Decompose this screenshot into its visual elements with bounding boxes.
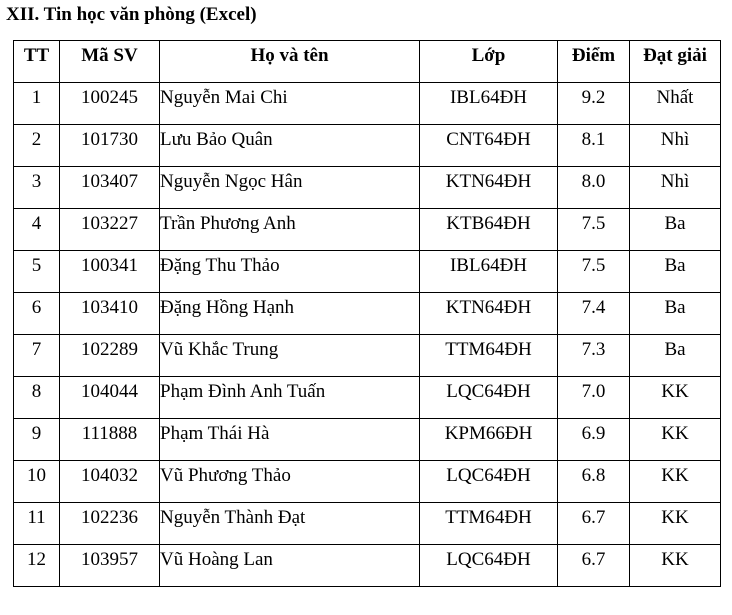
- cell-prize: Ba: [630, 251, 721, 293]
- cell-full-name: Phạm Đình Anh Tuấn: [160, 377, 420, 419]
- cell-score: 7.4: [558, 293, 630, 335]
- cell-full-name: Phạm Thái Hà: [160, 419, 420, 461]
- cell-student-id: 103227: [60, 209, 160, 251]
- table-row: [14, 335, 721, 377]
- cell-prize: Ba: [630, 209, 721, 251]
- table-row: [14, 377, 721, 419]
- table-row: [14, 125, 721, 167]
- header-class: Lớp: [420, 41, 558, 83]
- table-row: [14, 293, 721, 335]
- cell-full-name: Nguyễn Ngọc Hân: [160, 167, 420, 209]
- cell-class: TTM64ĐH: [420, 503, 558, 545]
- cell-tt: 9: [14, 419, 60, 461]
- cell-prize: KK: [630, 377, 721, 419]
- cell-tt: 4: [14, 209, 60, 251]
- cell-class: KTN64ĐH: [420, 167, 558, 209]
- cell-class: IBL64ĐH: [420, 251, 558, 293]
- cell-full-name: Lưu Bảo Quân: [160, 125, 420, 167]
- cell-class: CNT64ĐH: [420, 125, 558, 167]
- cell-student-id: 103407: [60, 167, 160, 209]
- cell-class: LQC64ĐH: [420, 545, 558, 587]
- cell-score: 6.7: [558, 503, 630, 545]
- cell-tt: 11: [14, 503, 60, 545]
- cell-prize: KK: [630, 545, 721, 587]
- cell-prize: Nhất: [630, 83, 721, 125]
- cell-score: 6.8: [558, 461, 630, 503]
- cell-student-id: 104044: [60, 377, 160, 419]
- cell-class: LQC64ĐH: [420, 377, 558, 419]
- cell-tt: 3: [14, 167, 60, 209]
- table-row: [14, 167, 721, 209]
- cell-full-name: Trần Phương Anh: [160, 209, 420, 251]
- cell-class: KPM66ĐH: [420, 419, 558, 461]
- cell-prize: Nhì: [630, 167, 721, 209]
- header-prize: Đạt giải: [630, 41, 721, 83]
- cell-full-name: Đặng Hồng Hạnh: [160, 293, 420, 335]
- cell-student-id: 100341: [60, 251, 160, 293]
- cell-tt: 7: [14, 335, 60, 377]
- cell-student-id: 100245: [60, 83, 160, 125]
- cell-student-id: 103957: [60, 545, 160, 587]
- cell-full-name: Nguyễn Mai Chi: [160, 83, 420, 125]
- cell-tt: 10: [14, 461, 60, 503]
- cell-student-id: 111888: [60, 419, 160, 461]
- cell-score: 7.5: [558, 251, 630, 293]
- cell-full-name: Vũ Phương Thảo: [160, 461, 420, 503]
- table-row: [14, 461, 721, 503]
- cell-student-id: 103410: [60, 293, 160, 335]
- cell-tt: 12: [14, 545, 60, 587]
- table-row: [14, 209, 721, 251]
- cell-student-id: 102289: [60, 335, 160, 377]
- cell-student-id: 102236: [60, 503, 160, 545]
- cell-tt: 6: [14, 293, 60, 335]
- cell-full-name: Vũ Khắc Trung: [160, 335, 420, 377]
- cell-score: 8.0: [558, 167, 630, 209]
- cell-prize: Ba: [630, 335, 721, 377]
- cell-student-id: 101730: [60, 125, 160, 167]
- table-row: [14, 503, 721, 545]
- cell-full-name: Đặng Thu Thảo: [160, 251, 420, 293]
- cell-score: 7.3: [558, 335, 630, 377]
- cell-class: KTB64ĐH: [420, 209, 558, 251]
- table-header: [14, 41, 721, 83]
- header-tt: TT: [14, 41, 60, 83]
- cell-prize: KK: [630, 419, 721, 461]
- cell-tt: 2: [14, 125, 60, 167]
- table-row: [14, 419, 721, 461]
- cell-score: 9.2: [558, 83, 630, 125]
- results-table: [13, 40, 721, 587]
- cell-class: KTN64ĐH: [420, 293, 558, 335]
- cell-student-id: 104032: [60, 461, 160, 503]
- cell-tt: 1: [14, 83, 60, 125]
- table-body: [14, 83, 721, 587]
- cell-score: 7.0: [558, 377, 630, 419]
- cell-prize: KK: [630, 503, 721, 545]
- cell-score: 6.9: [558, 419, 630, 461]
- cell-score: 7.5: [558, 209, 630, 251]
- section-title: XII. Tin học văn phòng (Excel): [6, 4, 257, 25]
- cell-prize: KK: [630, 461, 721, 503]
- cell-full-name: Vũ Hoàng Lan: [160, 545, 420, 587]
- cell-class: IBL64ĐH: [420, 83, 558, 125]
- cell-score: 6.7: [558, 545, 630, 587]
- cell-tt: 8: [14, 377, 60, 419]
- header-student-id: Mã SV: [60, 41, 160, 83]
- cell-class: TTM64ĐH: [420, 335, 558, 377]
- header-row: [14, 41, 721, 83]
- header-full-name: Họ và tên: [160, 41, 420, 83]
- cell-prize: Ba: [630, 293, 721, 335]
- table-row: [14, 251, 721, 293]
- cell-tt: 5: [14, 251, 60, 293]
- cell-class: LQC64ĐH: [420, 461, 558, 503]
- cell-score: 8.1: [558, 125, 630, 167]
- cell-full-name: Nguyễn Thành Đạt: [160, 503, 420, 545]
- cell-prize: Nhì: [630, 125, 721, 167]
- table-row: [14, 545, 721, 587]
- header-score: Điểm: [558, 41, 630, 83]
- table-row: [14, 83, 721, 125]
